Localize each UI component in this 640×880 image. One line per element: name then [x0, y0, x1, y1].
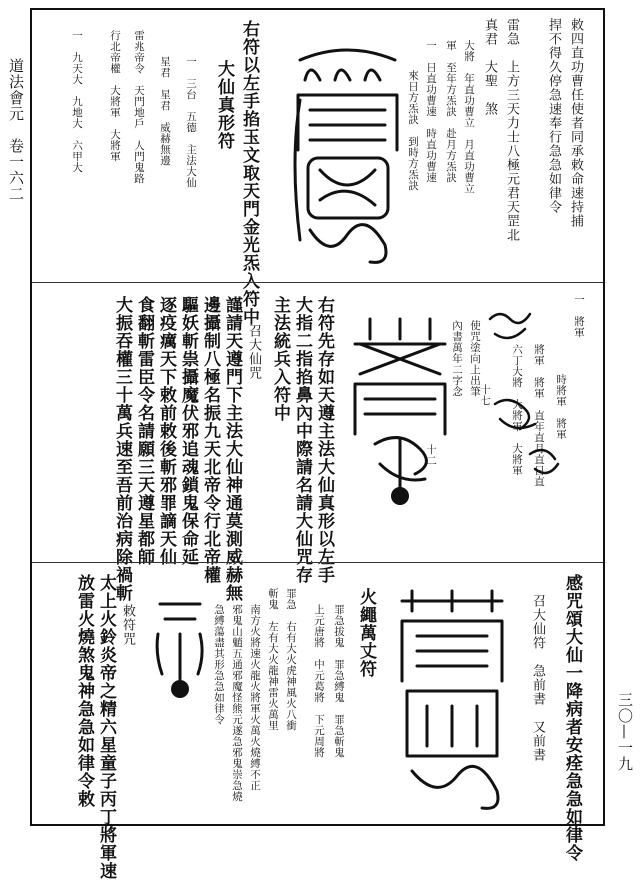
text-column: 右符以左手掐玉文取天門金光炁入符中 [239, 20, 259, 326]
text-column: 時將軍 將軍 [555, 374, 567, 440]
text-column: 謹請天遵門下主法大仙神通莫測威赫無 [222, 296, 242, 602]
text-column: 軍 至年方炁訣 赴月方炁訣 [445, 40, 457, 183]
text-column: 急縛蕩盡其形急急如律令 [213, 604, 225, 725]
panel-divider [32, 562, 603, 563]
text-column: 使咒塗向上出筆 [469, 320, 481, 397]
page-frame [30, 8, 605, 880]
text-column: 斬鬼 左有大火龍神雷火萬里 [267, 588, 279, 731]
text-column: 邊攝制八極名振九天北帝令行北帝權 [200, 296, 220, 584]
figure-number: 十七 [479, 384, 491, 406]
text-column: 真君 大聖 煞 [482, 18, 497, 116]
text-column: 驅妖斬祟攝魔伏邪追魂鎖鬼保命延 [178, 296, 198, 566]
text-column: 將軍 將軍 直年直月直日直 [533, 344, 545, 487]
text-column: 右符先存如天遵主法大仙真形以左手 [314, 296, 334, 584]
text-column: 捍不得久停急速奉行急急如律令 [546, 18, 561, 214]
text-column: 罪急拔鬼 罪急縛鬼 罪急斬鬼 [333, 604, 345, 758]
text-column: 一 將軍 [573, 294, 585, 338]
book-title-margin: 道法會元 卷一六二 [7, 58, 25, 202]
text-column: 行北帝權 大將軍 大將軍 [109, 30, 121, 162]
text-column: 召大仙符 急前書 又前書 [530, 594, 545, 762]
text-column: 放雷火燒煞鬼神急急如律令敕 [74, 574, 94, 808]
text-column: 敕符咒 [120, 604, 135, 646]
text-column: 大仙真形符 [214, 60, 234, 150]
talisman-seal-3 [150, 594, 210, 704]
text-column: 食翻斬雷臣令名請願三天遵星都師 [134, 296, 154, 566]
text-column: 上元唐將 中元葛將 下元周將 [313, 604, 325, 758]
text-column: 來日方炁訣 到時方炁訣 [407, 70, 419, 191]
talisman-seal-2 [350, 314, 450, 514]
text-column: 南方火將速火龍火將軍火萬火燒縛不正 [249, 604, 261, 791]
text-column: 內書萬年二字念 [451, 320, 463, 397]
text-column: 大指二指掐鼻內中際請名請大仙咒存 [292, 296, 312, 584]
text-column: 火繩萬丈符 [356, 588, 376, 678]
panel-3 [32, 564, 603, 880]
text-column: 一 日直功曹速 時直功曹速 [425, 40, 437, 183]
text-column: 邪鬼山魈五通邪魔怪熊元遂急邪鬼崇急燒 [231, 604, 243, 802]
text-column: 一 九天大 九地大 六甲大 [71, 30, 83, 173]
text-column: 雷兆帝令 天門地戶 人門鬼路 [133, 30, 145, 184]
panel-divider [32, 282, 603, 283]
talisman-seal-4 [392, 586, 512, 816]
text-column: 雷急 上方三天力士八極元君天罡北 [504, 18, 519, 242]
talisman-seal-1 [290, 40, 405, 270]
text-column: 六丁大將 大將軍 大將軍 [511, 344, 523, 476]
text-column: 星君 星君 威赫無邊 [159, 56, 171, 166]
text-column: 逐疫癘天下敕前敕後斬邪罪謫天仙 [156, 296, 176, 566]
text-column: 感咒頌大仙一降病者安痊急急如律令 [562, 574, 582, 862]
text-column: 罪急 右有大火虎神風火八衝 [285, 588, 297, 731]
text-column: 敕四直功曹任使者同承敕命速持捕 [568, 18, 583, 228]
figure-number: 十二 [425, 444, 437, 466]
panel-2 [32, 284, 603, 602]
text-column: 一 三台 五德 主法大仙 [185, 56, 197, 188]
text-column: 召大仙咒 [246, 324, 261, 380]
page-number-margin: 三〇—一九 [616, 692, 634, 772]
text-column: 太上火鈴炎帝之精六星童子丙丁將軍速 [96, 574, 116, 880]
text-column: 大振吞權三十萬兵速至吾前治病除禍斬 [112, 296, 132, 602]
text-column: 主法統兵入符中 [270, 296, 290, 422]
text-column: 大將 年直功曹立 月直功曹立 [463, 40, 475, 194]
